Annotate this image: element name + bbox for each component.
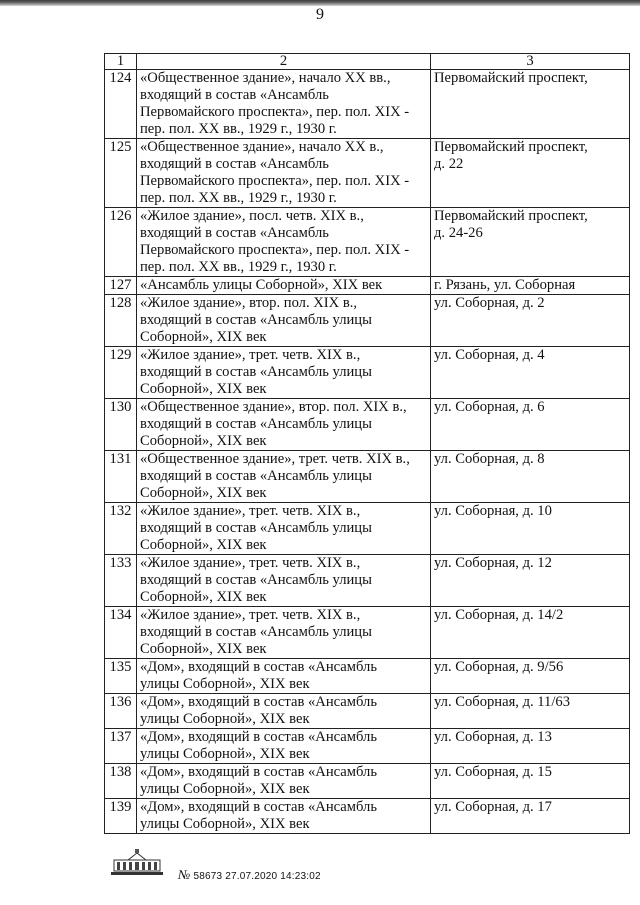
row-number: 136 (105, 694, 137, 729)
object-address: Первомайский проспект, д. 22 (431, 139, 630, 208)
number-sign: № (178, 867, 191, 882)
column-header-name: 2 (137, 54, 431, 70)
object-name: «Жилое здание», трет. четв. XIX в., входящий в состав «Ансамбль улицы Соборной», XIX век (137, 347, 431, 399)
object-address: Первомайский проспект, д. 24-26 (431, 208, 630, 277)
row-number: 128 (105, 295, 137, 347)
row-number: 138 (105, 764, 137, 799)
table-row (105, 451, 630, 503)
table-row (105, 208, 630, 277)
object-address: ул. Соборная, д. 14/2 (431, 607, 630, 659)
object-name: «Ансамбль улицы Соборной», XIX век (137, 277, 431, 295)
object-name: «Дом», входящий в состав «Ансамбль улицы Соборной», XIX век (137, 694, 431, 729)
object-address: ул. Соборная, д. 13 (431, 729, 630, 764)
object-address: ул. Соборная, д. 9/56 (431, 659, 630, 694)
row-number: 126 (105, 208, 137, 277)
object-address: Первомайский проспект, (431, 70, 630, 139)
object-address: ул. Соборная, д. 12 (431, 555, 630, 607)
table-row (105, 347, 630, 399)
object-address: ул. Соборная, д. 2 (431, 295, 630, 347)
object-address: ул. Соборная, д. 6 (431, 399, 630, 451)
table-row (105, 503, 630, 555)
row-number: 133 (105, 555, 137, 607)
table-row (105, 277, 630, 295)
column-header-address: 3 (431, 54, 630, 70)
table-row (105, 659, 630, 694)
object-name: «Общественное здание», трет. четв. XIX в., входящий в состав «Ансамбль улицы Соборной», XIX век (137, 451, 431, 503)
object-name: «Жилое здание», посл. четв. XIX в., входящий в состав «Ансамбль Первомайского проспекта», пер. пол. XIX - пер. пол. XX вв., 1929 г., 1930 г. (137, 208, 431, 277)
object-name: «Жилое здание», трет. четв. XIX в., входящий в состав «Ансамбль улицы Соборной», XIX век (137, 607, 431, 659)
object-name: «Общественное здание», начало XX в., входящий в состав «Ансамбль Первомайского проспекта», пер. пол. XIX - пер. пол. XX вв., 1929 г., 1930 г. (137, 139, 431, 208)
row-number: 131 (105, 451, 137, 503)
object-name: «Общественное здание», втор. пол. XIX в., входящий в состав «Ансамбль улицы Соборной», XIX век (137, 399, 431, 451)
table-row (105, 139, 630, 208)
table-row (105, 607, 630, 659)
table-row (105, 694, 630, 729)
document-stamp (178, 867, 321, 883)
object-address: ул. Соборная, д. 4 (431, 347, 630, 399)
row-number: 125 (105, 139, 137, 208)
table-header-row (105, 54, 630, 70)
column-header-number: 1 (105, 54, 137, 70)
registration-number-timestamp: 58673 27.07.2020 14:23:02 (193, 871, 321, 882)
heritage-objects-table (104, 53, 630, 834)
row-number: 130 (105, 399, 137, 451)
object-address: ул. Соборная, д. 15 (431, 764, 630, 799)
row-number: 129 (105, 347, 137, 399)
row-number: 132 (105, 503, 137, 555)
table-row (105, 799, 630, 834)
object-name: «Дом», входящий в состав «Ансамбль улицы Соборной», XIX век (137, 659, 431, 694)
object-name: «Дом», входящий в состав «Ансамбль улицы Соборной», XIX век (137, 764, 431, 799)
row-number: 127 (105, 277, 137, 295)
row-number: 134 (105, 607, 137, 659)
page-number: 9 (316, 6, 324, 23)
object-address: ул. Соборная, д. 10 (431, 503, 630, 555)
object-address: ул. Соборная, д. 8 (431, 451, 630, 503)
object-address: ул. Соборная, д. 17 (431, 799, 630, 834)
row-number: 139 (105, 799, 137, 834)
object-name: «Дом», входящий в состав «Ансамбль улицы Соборной», XIX век (137, 799, 431, 834)
object-name: «Жилое здание», втор. пол. XIX в., входящий в состав «Ансамбль улицы Соборной», XIX век (137, 295, 431, 347)
table-row (105, 764, 630, 799)
row-number: 124 (105, 70, 137, 139)
object-name: «Дом», входящий в состав «Ансамбль улицы Соборной», XIX век (137, 729, 431, 764)
object-name: «Жилое здание», трет. четв. XIX в., входящий в состав «Ансамбль улицы Соборной», XIX век (137, 503, 431, 555)
table-row (105, 399, 630, 451)
object-address: г. Рязань, ул. Соборная (431, 277, 630, 295)
object-name: «Общественное здание», начало XX вв., входящий в состав «Ансамбль Первомайского проспекта», пер. пол. XIX - пер. пол. XX вв., 1929 г., 1930 г. (137, 70, 431, 139)
table-row (105, 70, 630, 139)
document-footer (108, 848, 408, 888)
object-address: ул. Соборная, д. 11/63 (431, 694, 630, 729)
table-row (105, 729, 630, 764)
object-name: «Жилое здание», трет. четв. XIX в., входящий в состав «Ансамбль улицы Соборной», XIX век (137, 555, 431, 607)
table-row (105, 295, 630, 347)
row-number: 135 (105, 659, 137, 694)
government-building-emblem-icon (108, 848, 166, 876)
row-number: 137 (105, 729, 137, 764)
table-row (105, 555, 630, 607)
